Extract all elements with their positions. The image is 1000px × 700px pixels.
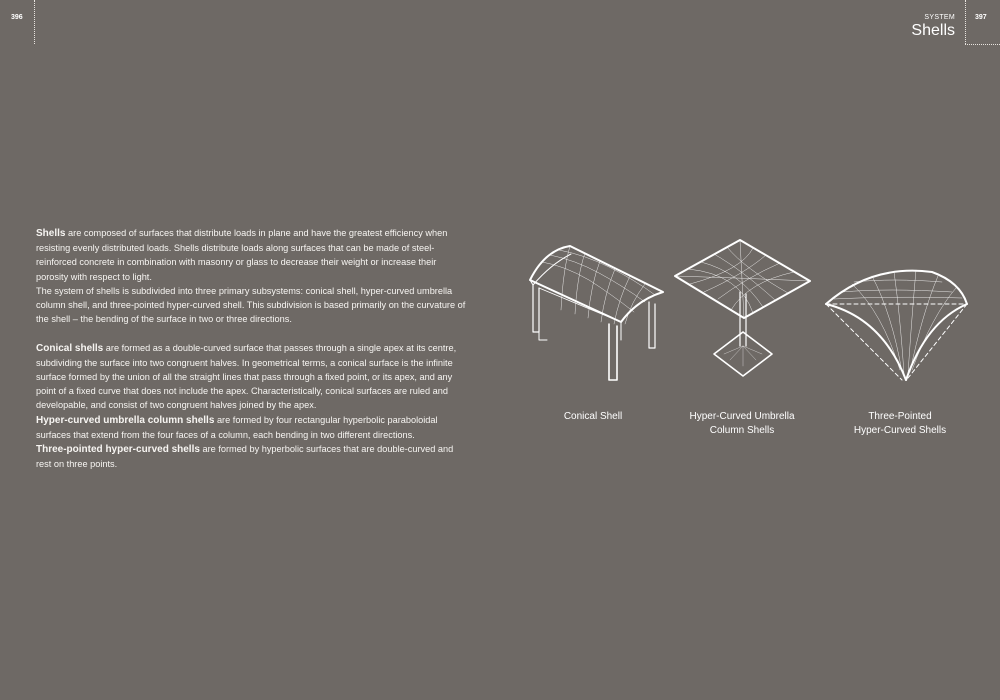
margin-rule-right bbox=[965, 0, 966, 44]
term-shells: Shells bbox=[36, 228, 66, 239]
paragraph-umbrella: Hyper-curved umbrella column shells are formed by four rectangular hyperbolic paraboloidal surfaces that extend from the four faces of a column, each bending in two different directions. bbox=[36, 414, 438, 440]
paragraph-three-pointed: Three-pointed hyper-curved shells are formed by hyperbolic surfaces that are double-curved and rest on three points. bbox=[36, 444, 454, 470]
section-title: Shells bbox=[911, 22, 955, 39]
caption-three-pointed-shell: Three-Pointed Hyper-Curved Shells bbox=[853, 411, 947, 436]
page-number-right: 397 bbox=[975, 14, 987, 21]
section-label: SYSTEM bbox=[924, 14, 955, 21]
three-pointed-shell-diagram bbox=[822, 262, 982, 387]
term-umbrella: Hyper-curved umbrella column shells bbox=[36, 414, 215, 426]
term-three-pointed: Three-pointed hyper-curved shells bbox=[36, 444, 200, 456]
paragraph-subsystems: The system of shells is subdivided into three primary subsystems: conical shell, hyper-curved umbrella column shell, and three-pointed hyper-curved shell. This subdivision is based primarily on the curvature of the shell – the bending of the surface in two or three directions. bbox=[36, 285, 466, 325]
umbrella-shell-diagram bbox=[670, 236, 815, 386]
margin-rule-left bbox=[34, 0, 35, 44]
conical-shell-diagram bbox=[525, 240, 665, 390]
paragraph-intro: Shells are composed of surfaces that distribute loads in plane and have the greatest efficiency when resisting evenly distributed loads. Shells distribute loads along surfaces that can be made of steel-reinforced concrete in combination with masonry or glass to decrease their weight or increase their porosity with respect to light. bbox=[36, 228, 448, 282]
caption-umbrella-shell: Hyper-Curved Umbrella Column Shells bbox=[689, 411, 795, 436]
body-text bbox=[36, 226, 468, 471]
page-number-left: 396 bbox=[11, 14, 23, 21]
corner-rule bbox=[965, 44, 1000, 45]
paragraph-conical: Conical shells are formed as a double-curved surface that passes through a single apex at its centre, subdividing the surface into two congruent halves. In geometrical terms, a conical surface is the infinite surface formed by the union of all the straight lines that pass through a fixed point, or its apex, and any point of a fixed curve that does not include the apex. Characteristically, conical surfaces are ruled and developable, and consist of two congruent halves joined by the apex. bbox=[36, 342, 457, 411]
term-conical: Conical shells bbox=[36, 342, 104, 354]
caption-conical-shell: Conical Shell bbox=[563, 411, 623, 422]
